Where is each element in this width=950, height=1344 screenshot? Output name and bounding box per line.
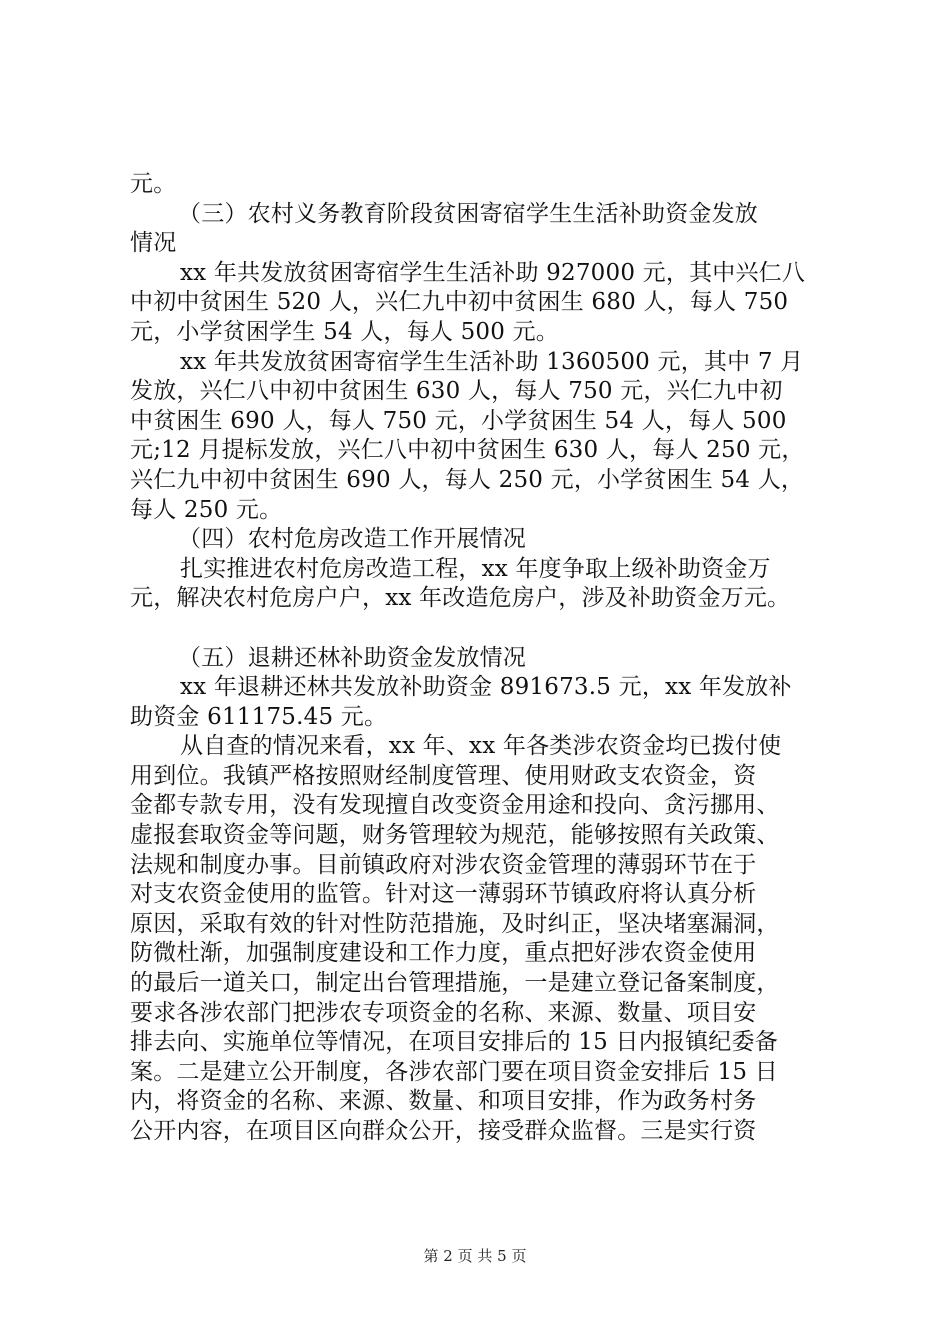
text-line: 元;12 月提标发放，兴仁八中初中贫困生 630 人，每人 250 元， [130,437,805,464]
text-line: 兴仁九中初中贫困生 690 人，每人 250 元，小学贫困生 54 人， [130,466,805,493]
text-line: 法规和制度办事。目前镇政府对涉农资金管理的薄弱环节在于 [130,851,757,878]
text-line: 每人 250 元。 [130,496,283,523]
paragraph-start: 扎实推进农村危房改造工程，xx 年度争取上级补助资金万 [180,555,771,582]
document-body [130,170,850,1147]
text-line: 用到位。我镇严格按照财经制度管理、使用财政支农资金，资 [130,762,757,789]
text-line: 案。二是建立公开制度，各涉农部门要在项目资金安排后 15 日 [130,1058,778,1085]
text-line: 元。 [130,171,177,197]
text-line: 中贫困生 690 人，每人 750 元，小学贫困生 54 人，每人 500 [130,407,787,434]
paragraph-start: 从自查的情况来看，xx 年、xx 年各类涉农资金均已拨付使 [180,733,782,760]
text-line: 公开内容，在项目区向群众公开，接受群众监督。三是实行资 [130,1118,757,1144]
paragraph-start: xx 年退耕还林共发放补助资金 891673.5 元，xx 年发放补 [180,674,792,701]
text-line: 内，将资金的名称、来源、数量、和项目安排，作为政务村务 [130,1088,757,1115]
text-line: 情况 [130,230,177,257]
text-line: 对支农资金使用的监管。针对这一薄弱环节镇政府将认真分析 [130,881,757,908]
text-line: 排去向、实施单位等情况，在项目安排后的 15 日内报镇纪委备 [130,1029,778,1056]
text-line: 元，解决农村危房户户，xx 年改造危房户，涉及补助资金万元。 [130,585,791,612]
text-line: 虚报套取资金等问题，财务管理较为规范，能够按照有关政策、 [130,822,780,849]
text-line: 中初中贫困生 520 人，兴仁九中初中贫困生 680 人，每人 750 [130,289,789,316]
text-line: 原因，采取有效的针对性防范措施，及时纠正，坚决堵塞漏洞， [130,910,780,937]
page-footer: 第 2 页 共 5 页 [423,1247,527,1265]
text-line: 发放，兴仁八中初中贫困生 630 人，每人 750 元，兴仁九中初 [130,378,783,405]
text-line: 要求各涉农部门把涉农专项资金的名称、来源、数量、项目安 [130,999,757,1026]
text-line: 助资金 611175.45 元。 [130,703,388,730]
text-line: 元，小学贫困学生 54 人，每人 500 元。 [130,318,560,345]
text-line: 的最后一道关口，制定出台管理措施，一是建立登记备案制度， [130,970,780,997]
paragraph-start: xx 年共发放贫困寄宿学生生活补助 1360500 元，其中 7 月 [180,348,804,375]
text-line: 防微杜渐，加强制度建设和工作力度，重点把好涉农资金使用 [130,940,757,967]
section-heading: （三）农村义务教育阶段贫困寄宿学生生活补助资金发放 [178,200,758,227]
text-line: 金都专款专用，没有发现擅自改变资金用途和投向、贪污挪用、 [130,792,780,819]
blank-line [130,614,850,644]
section-heading: （五）退耕还林补助资金发放情况 [178,644,526,671]
section-heading: （四）农村危房改造工作开展情况 [178,526,526,553]
paragraph-start: xx 年共发放贫困寄宿学生生活补助 927000 元，其中兴仁八 [180,259,806,286]
